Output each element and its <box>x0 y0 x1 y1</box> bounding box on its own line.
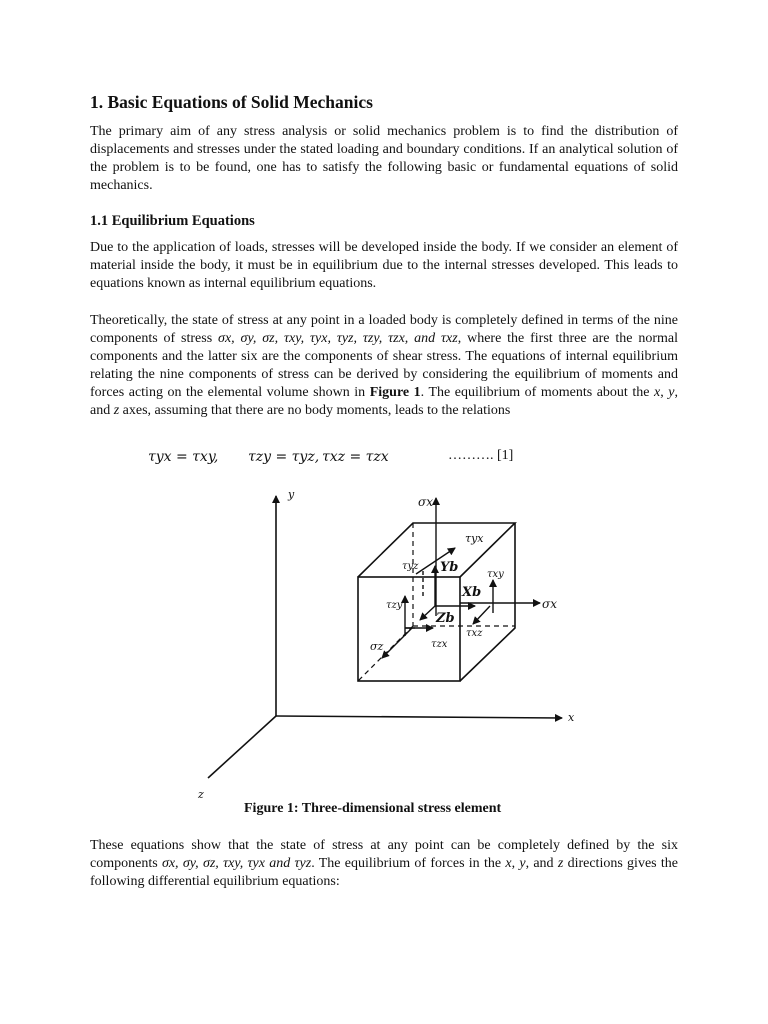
paragraph-loads: Due to the application of loads, stresses will be developed inside the body. If we consider an element of material inside the body, it must be in equilibrium due to the internal stresses developed. This leads to equations known as internal equilibrium equations. <box>90 240 678 291</box>
equation-tau-zy: τzy = τyz, <box>248 449 320 465</box>
paragraph-six-components: These equations show that the state of stress at any point can be completely defined by the six components σx, σy, σz, τxy, τyx and τyz. The equilibrium of forces in the x, y, and z directions gives the following differential equilibrium equations: <box>90 838 678 889</box>
equation-number: ………. [1] <box>448 448 514 463</box>
section-heading: 1. Basic Equations of Solid Mechanics <box>90 92 373 112</box>
label-sigma-z: σz <box>370 640 384 653</box>
sigma-z-arrow <box>382 628 412 658</box>
label-yb: Yb <box>440 560 459 575</box>
label-sigma-x-top: σx <box>418 495 433 509</box>
six-components-list: σx, σy, σz, τxy, τyx and τyz <box>161 856 312 871</box>
axis-y-label: y <box>288 488 295 501</box>
axis-x-label: x <box>568 711 575 724</box>
label-tau-yx: τyx <box>465 532 484 545</box>
label-tau-yz: τyz <box>402 561 419 572</box>
figure-caption: Figure 1: Three-dimensional stress element <box>244 801 502 816</box>
label-xb: Xb <box>462 585 482 600</box>
cube-right-face <box>460 523 515 681</box>
label-zb: Zb <box>436 611 455 626</box>
axis-z-label: z <box>198 788 204 798</box>
equation-tau-yx: τyx = τxy, <box>148 449 219 465</box>
label-tau-xy: τxy <box>487 569 504 580</box>
paragraph-stress-components: Theoretically, the state of stress at any point in a loaded body is completely defined in terms of the nine components of stress σx, σy, σz, τxy, τyx, τyz, τzy, τzx, and τxz, where the first three are the normal components and the latter six are the components of shear stress. The equations of internal equilibrium relating the nine components of stress can be derived by considering the equilibrium of moments and forces acting on the elemental volume shown in Figure 1. The equilibrium of moments about the x, y, and z axes, assuming that there are no body moments, leads to the relations <box>90 313 678 418</box>
intro-paragraph: The primary aim of any stress analysis or solid mechanics problem is to find the distribution of displacements and stresses under the stated loading and boundary conditions. If an analytical solution of the problem is to be found, one has to satisfy the following basic or fundamental equations of solid mechanics. <box>90 124 678 193</box>
label-sigma-x: σx <box>542 597 557 611</box>
subsection-heading: 1.1 Equilibrium Equations <box>90 213 255 229</box>
zb-arrow <box>420 606 435 620</box>
label-tau-zy: τzy <box>386 600 403 611</box>
equation-tau-xz: τxz = τzx <box>322 449 389 465</box>
x-axis-line <box>276 716 562 718</box>
label-tau-zx: τzx <box>431 639 448 650</box>
stress-element-diagram <box>190 478 590 798</box>
z-axis-line <box>208 716 276 778</box>
tau-xz-arrow <box>473 606 490 624</box>
label-tau-xz: τxz <box>466 628 483 639</box>
figure-reference: Figure 1 <box>369 385 421 400</box>
stress-components-list: σx, σy, σz, τxy, τyx, τyz, τzy, τzx, and τxz <box>218 331 458 346</box>
